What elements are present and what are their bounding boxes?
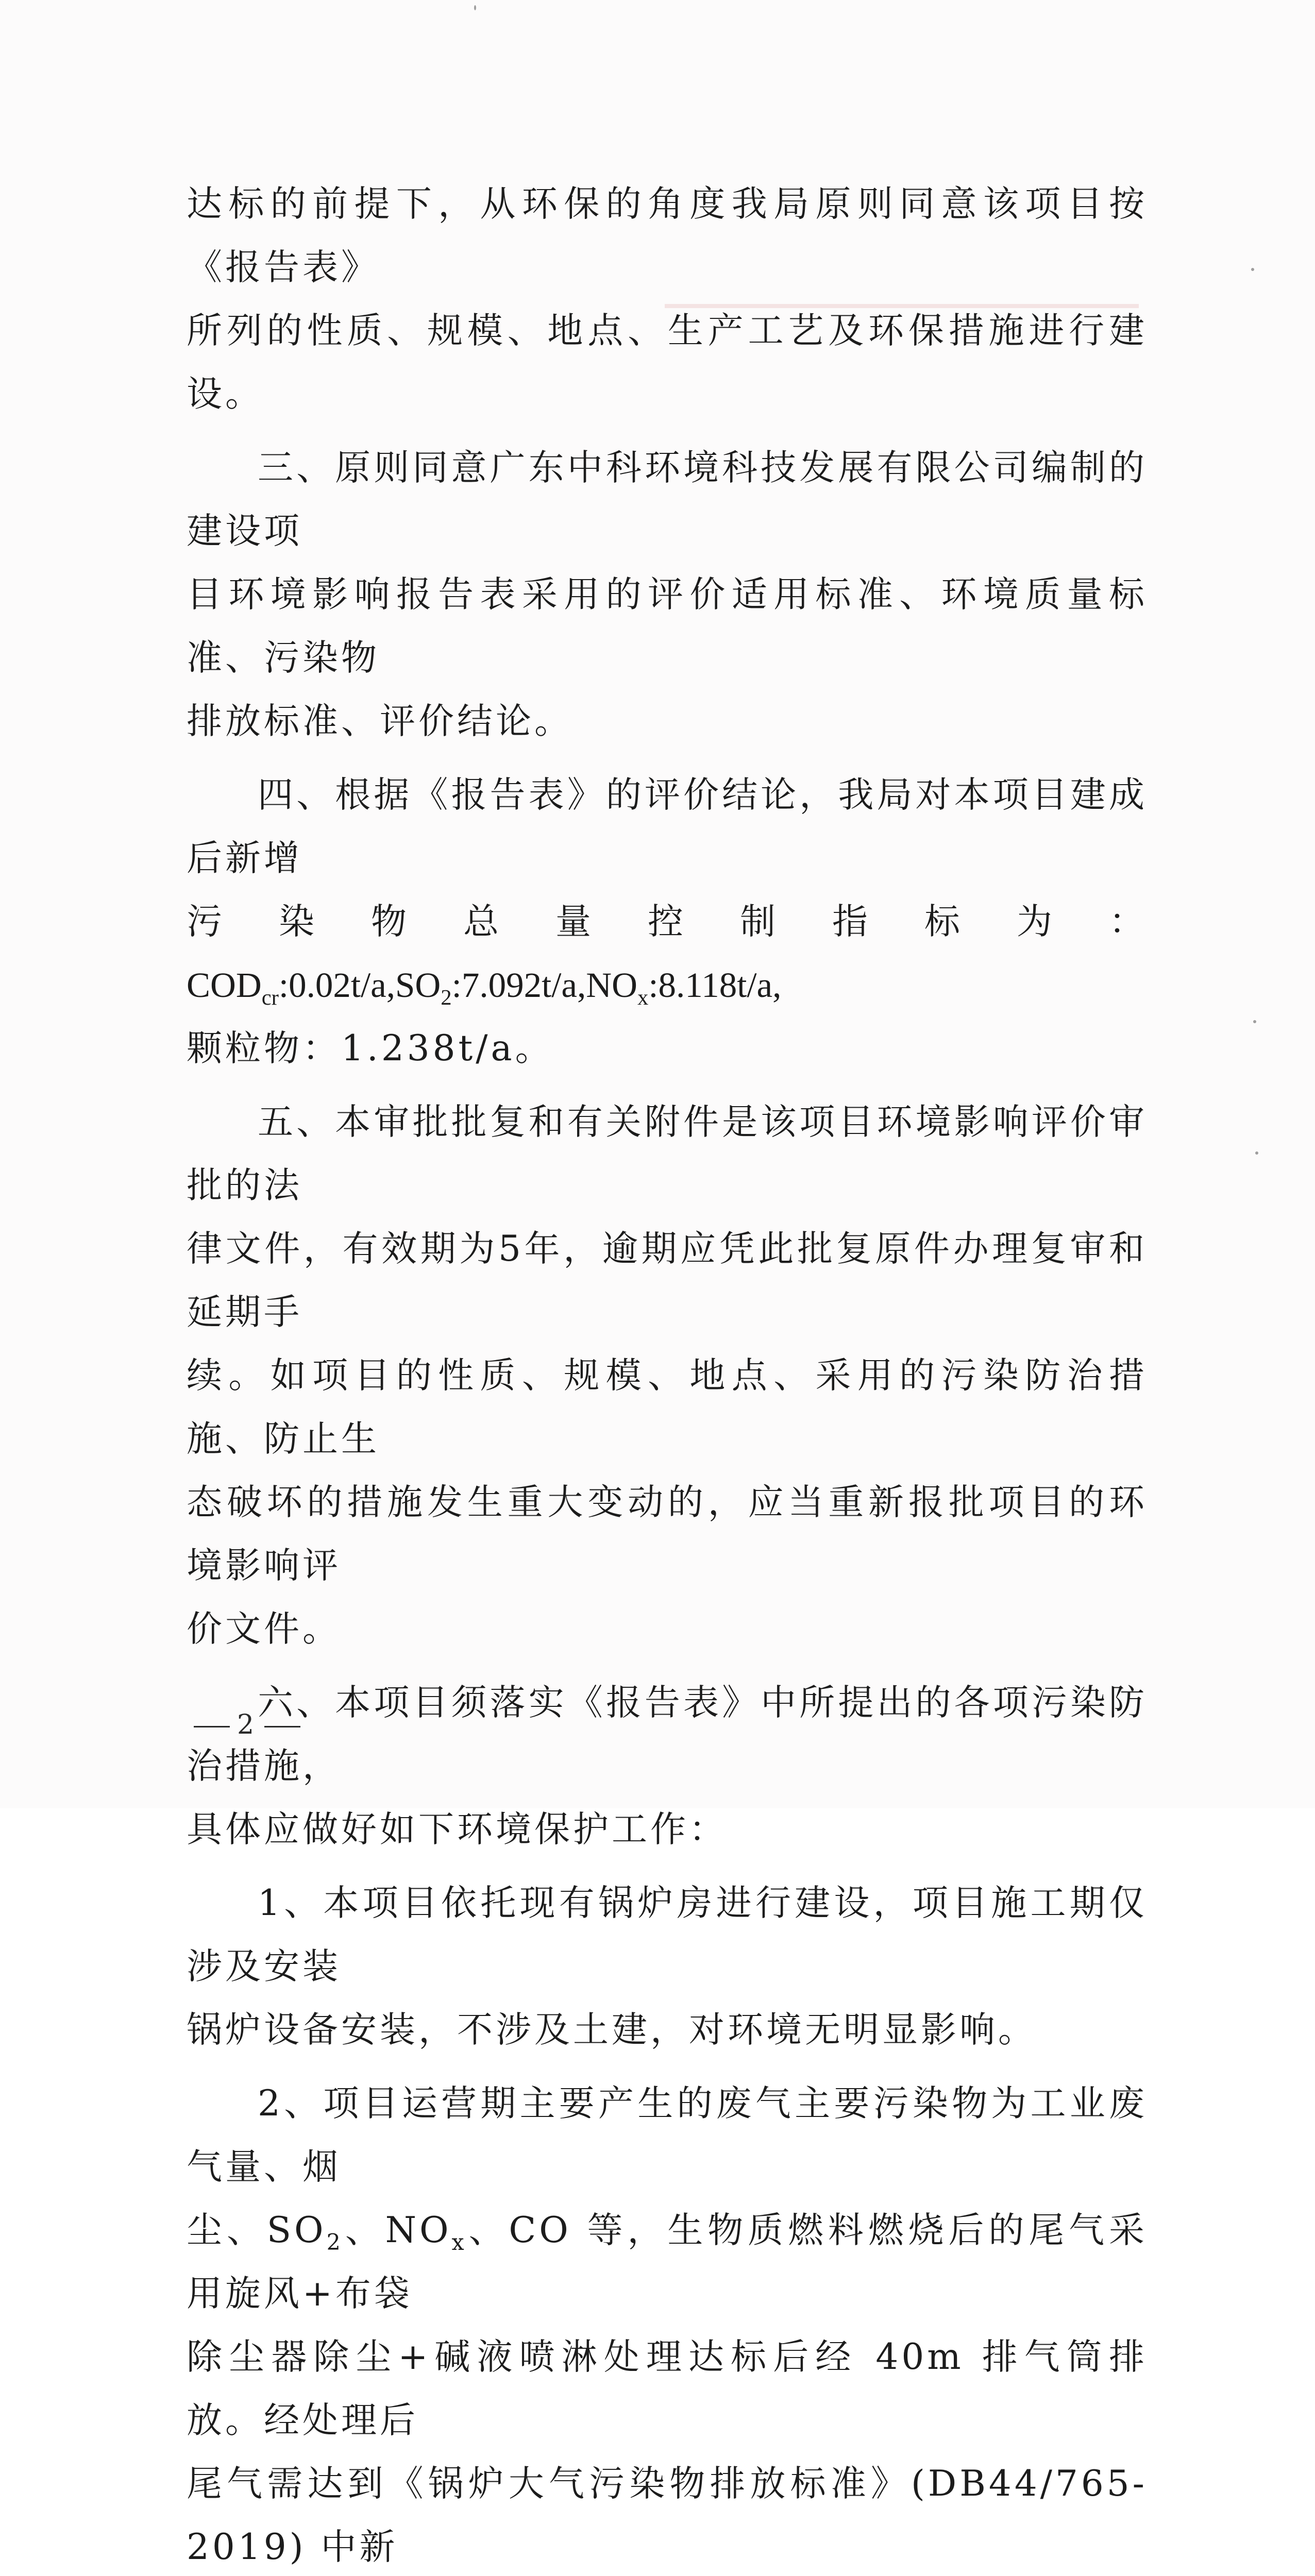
quota-prefix: 污染物总量控制指标为： xyxy=(187,901,1148,942)
text-line: 1、本项目依托现有锅炉房进行建设，项目施工期仅涉及安装 xyxy=(187,1883,1148,1987)
page-number-value: 2 xyxy=(237,1709,258,1740)
text-line: 态破坏的措施发生重大变动的，应当重新报批项目的环境影响评 xyxy=(187,1482,1148,1586)
paragraph-item-4 xyxy=(187,764,1148,1080)
text-line: 具体应做好如下环境保护工作： xyxy=(187,1809,728,1850)
paragraph-subitem-1 xyxy=(187,1872,1148,2062)
text-line: 目环境影响报告表采用的评价适用标准、环境质量标准、污染物 xyxy=(187,574,1148,679)
document-body xyxy=(187,173,1148,2576)
text-line: 三、原则同意广东中科环境科技发展有限公司编制的建设项 xyxy=(187,447,1148,552)
text-line: 四、根据《报告表》的评价结论，我局对本项目建成后新增 xyxy=(187,774,1148,879)
text-line: 除尘器除尘+碱液喷淋处理达标后经 40m 排气筒排放。经处理后 xyxy=(187,2336,1148,2441)
paragraph-item-3 xyxy=(187,436,1148,753)
text-line: 排放标准、评价结论。 xyxy=(187,701,573,742)
text-line: 价文件。 xyxy=(187,1608,341,1650)
text-line: 达标的前提下，从环保的角度我局原则同意该项目按《报告表》 xyxy=(187,183,1148,288)
page-number-dash-right xyxy=(264,1726,300,1727)
scan-speck xyxy=(1253,1020,1256,1023)
scan-speck xyxy=(474,5,476,10)
scan-speck xyxy=(1255,1151,1258,1155)
paragraph-item-6 xyxy=(187,1671,1148,1861)
text-line: 六、本项目须落实《报告表》中所提出的各项污染防治措施， xyxy=(187,1682,1148,1787)
text-line: 续。如项目的性质、规模、地点、采用的污染防治措施、防止生 xyxy=(187,1355,1148,1460)
text-line xyxy=(187,901,1148,1010)
text-line: 尾气需达到《锅炉大气污染物排放标准》(DB44/765-2019) 中新 xyxy=(187,2463,1148,2568)
text-line: 所列的性质、规模、地点、生产工艺及环保措施进行建设。 xyxy=(187,310,1148,415)
paragraph-approval-continuation xyxy=(187,173,1148,426)
text-line: 锅炉设备安装，不涉及土建，对环境无明显影响。 xyxy=(187,2009,1037,2050)
cod-label: $COD_{cr}:0.02t/a,SO_2:7.092t/a,NO_x:8.118t/a$, xyxy=(187,965,782,1010)
page-number xyxy=(187,1709,308,1740)
text-line: 律文件，有效期为5年，逾期应凭此批复原件办理复审和延期手 xyxy=(187,1228,1148,1333)
paragraph-subitem-2 xyxy=(187,2072,1148,2576)
text-line: 尘、$SO_2$、$NO_x$、CO 等，生物质燃料燃烧后的尾气采用旋风+布袋 xyxy=(187,2210,1148,2314)
text-line: 2、项目运营期主要产生的废气主要污染物为工业废气量、烟 xyxy=(187,2083,1148,2188)
paragraph-item-5 xyxy=(187,1091,1148,1661)
text-line: 五、本审批批复和有关附件是该项目环境影响评价审批的法 xyxy=(187,1101,1148,1206)
scan-speck xyxy=(1251,268,1254,271)
page-number-dash-left xyxy=(194,1726,230,1727)
text-line: 颗粒物：1.238t/a。 xyxy=(187,1028,554,1069)
